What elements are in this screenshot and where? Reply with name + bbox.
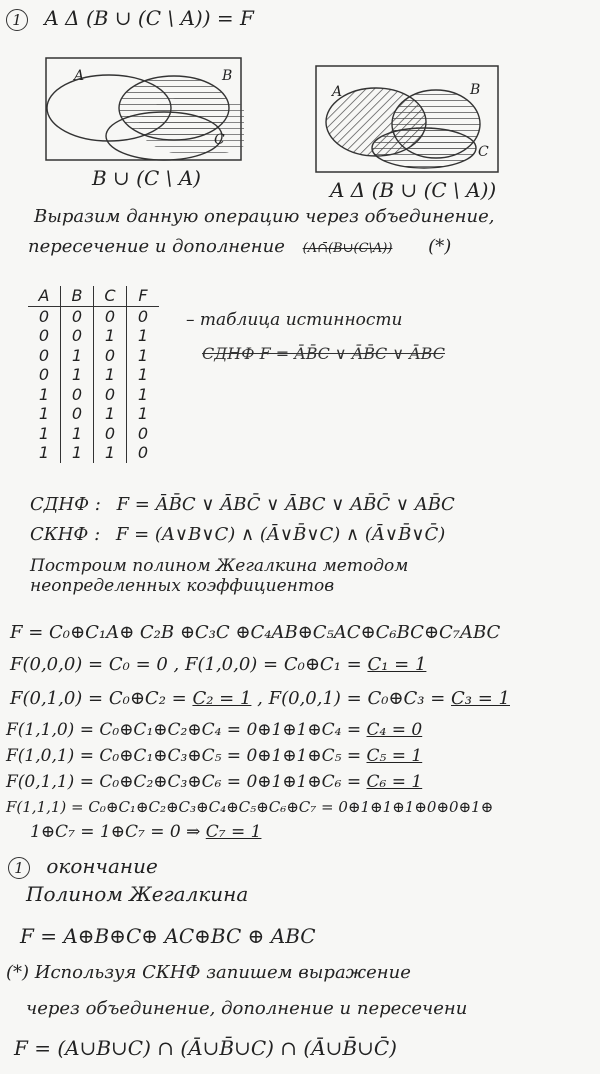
cell: 1 <box>127 404 160 424</box>
cell: 1 <box>61 365 94 385</box>
col-f: F <box>127 286 160 306</box>
sknf-label: СКНФ : <box>30 524 101 545</box>
cell: 1 <box>61 443 94 463</box>
cell: 0 <box>61 385 94 405</box>
cell: 0 <box>127 424 160 444</box>
table-row <box>28 346 159 366</box>
coef-line-6 <box>6 800 493 815</box>
cell: 0 <box>38 326 50 346</box>
venn2-label-c: C <box>478 144 489 160</box>
cell: 1 <box>38 443 50 463</box>
col-b: B <box>61 286 94 306</box>
table-row <box>28 404 159 424</box>
venn2-label-b: B <box>470 82 481 98</box>
cell: 1 <box>94 404 127 424</box>
cell: 1 <box>127 326 160 346</box>
cell: 1 <box>127 385 160 405</box>
final-formula: F = (A∪B∪C) ∩ (Ā∪B̄∪C) ∩ (Ā∪B̄∪C̄) <box>14 1036 397 1060</box>
cell: 1 <box>61 346 94 366</box>
cell: 1 <box>127 346 160 366</box>
note-line-2: через объединение, дополнение и пересечени <box>26 998 468 1019</box>
truth-table-label: – таблица истинности <box>186 310 403 330</box>
general-formula: F = C₀⊕C₁A⊕ C₂B ⊕C₃C ⊕C₄AB⊕C₅AC⊕C₆BC⊕C₇ABC <box>10 622 501 643</box>
cell: 1 <box>94 443 127 463</box>
coef-last-result: C₇ = 1 <box>205 822 262 842</box>
sdnf-label: СДНФ : <box>30 494 101 515</box>
answer-sub: Полином Жегалкина <box>26 882 249 906</box>
venn1-label-b: B <box>222 68 233 84</box>
answer-heading-line <box>8 856 158 879</box>
express-line-2 <box>28 238 451 256</box>
cell: 1 <box>38 423 50 443</box>
cell: 1 <box>38 404 50 424</box>
coef-last: 1⊕C₇ = 1⊕C₇ = 0 ⇒ <box>30 822 206 842</box>
express-line-1: Выразим данную операцию через объединение, <box>34 206 495 227</box>
coef-mid: , F(0,0,1) = C₀⊕C₃ = <box>251 688 452 709</box>
venn2-caption: A Δ (B ∪ (C \ A)) <box>330 178 497 202</box>
cell: 0 <box>61 306 94 326</box>
sknf-formula: F = (A∨B∨C) ∧ (Ā∨B̄∨C) ∧ (Ā∨B̄∨C̄) <box>115 524 446 545</box>
coef-line-2 <box>10 690 510 708</box>
truth-table-header <box>28 286 159 306</box>
venn-diagram-2 <box>314 64 500 176</box>
problem-number: 1 <box>6 9 28 31</box>
sdnf-line <box>30 496 455 514</box>
table-row <box>28 326 159 346</box>
table-row <box>28 306 159 326</box>
col-a: A <box>28 286 61 306</box>
coef-lhs: F(1,0,1) = C₀⊕C₁⊕C₃⊕C₅ = 0⊕1⊕1⊕C₅ = <box>6 746 367 766</box>
cell: 0 <box>127 306 160 326</box>
cell: 0 <box>38 365 50 385</box>
cell: 0 <box>94 385 127 405</box>
table-row <box>28 385 159 405</box>
coef-result: C₁ = 1 <box>367 654 427 675</box>
zhegalkin-intro-1: Построим полином Жегалкина методом <box>30 556 409 576</box>
cell: 0 <box>38 345 50 365</box>
venn1-label-a: A <box>74 68 85 84</box>
express-strike: (A∩̄(B∪(C\A)) <box>302 241 393 256</box>
coef-line-4 <box>6 748 422 765</box>
sknf-line <box>30 526 445 544</box>
coef-line-1 <box>10 656 426 674</box>
express-mark: (*) <box>428 236 452 257</box>
answer-formula: F = A⊕B⊕C⊕ AC⊕BC ⊕ ABC <box>20 924 316 948</box>
cell: 1 <box>38 384 50 404</box>
cell: 1 <box>94 365 127 385</box>
table-row <box>28 443 159 463</box>
coef-result: C₅ = 1 <box>366 746 423 766</box>
answer-number: 1 <box>8 857 30 879</box>
venn2-label-a: A <box>332 84 343 100</box>
col-c: C <box>94 286 127 306</box>
coef-lhs: F(1,1,0) = C₀⊕C₁⊕C₂⊕C₄ = 0⊕1⊕1⊕C₄ = <box>6 720 367 740</box>
coef-lhs: F(1,1,1) = C₀⊕C₁⊕C₂⊕C₃⊕C₄⊕C₅⊕C₆⊕C₇ = 0⊕1⊕1⊕1⊕0⊕0⊕1⊕ <box>6 798 494 816</box>
answer-heading: окончание <box>46 854 158 878</box>
cell: 0 <box>127 443 160 463</box>
coef-result: C₂ = 1 <box>192 688 252 709</box>
coef-line-7 <box>30 824 261 841</box>
problem-title: A Δ (B ∪ (C \ A)) = F <box>44 6 254 30</box>
cell: 0 <box>61 404 94 424</box>
cell: 1 <box>61 424 94 444</box>
cell: 0 <box>94 424 127 444</box>
coef-lhs: F(0,1,0) = C₀⊕C₂ = <box>10 688 193 709</box>
truth-table <box>28 286 159 463</box>
sdnf-formula: F = ĀB̄C ∨ ĀBC̄ ∨ ĀBC ∨ AB̄C̄ ∨ AB̄C <box>116 494 455 515</box>
coef-lhs: F(0,0,0) = C₀ = 0 , F(1,0,0) = C₀⊕C₁ = <box>10 654 368 675</box>
crossed-formula: СДНФ F = ĀB̄C ∨ ĀB̄C ∨ ĀBC <box>202 344 445 363</box>
table-row <box>28 365 159 385</box>
cell: 0 <box>94 306 127 326</box>
venn1-label-c: C <box>214 132 225 148</box>
coef-result: C₆ = 1 <box>366 772 423 792</box>
cell: 1 <box>127 365 160 385</box>
note-line-1: (*) Используя СКНФ запишем выражение <box>6 962 411 983</box>
coef-line-3 <box>6 722 422 739</box>
express-line-2-text: пересечение и дополнение <box>28 236 285 257</box>
problem-header <box>6 8 254 31</box>
venn-diagram-1 <box>44 56 244 164</box>
zhegalkin-intro-2: неопределенных коэффициентов <box>30 576 335 596</box>
coef-result: C₄ = 0 <box>366 720 423 740</box>
cell: 1 <box>94 326 127 346</box>
table-row <box>28 424 159 444</box>
venn1-caption: B ∪ (C \ A) <box>92 166 201 190</box>
cell: 0 <box>38 306 50 326</box>
coef-result-2: C₃ = 1 <box>451 688 510 709</box>
coef-line-5 <box>6 774 422 791</box>
coef-lhs: F(0,1,1) = C₀⊕C₂⊕C₃⊕C₆ = 0⊕1⊕1⊕C₆ = <box>6 772 367 792</box>
cell: 0 <box>94 346 127 366</box>
cell: 0 <box>61 326 94 346</box>
